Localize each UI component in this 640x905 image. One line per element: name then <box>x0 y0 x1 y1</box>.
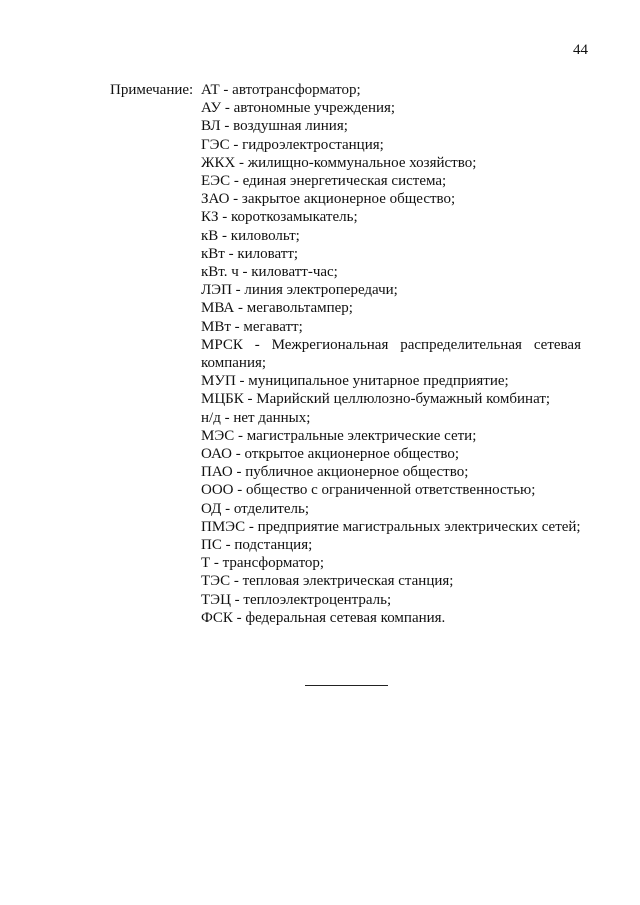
abbreviation-item: ПМЭС - предприятие магистральных электрических сетей; <box>201 518 581 535</box>
abbreviation-item: ФСК - федеральная сетевая компания. <box>201 609 446 626</box>
abbreviation-item: Т - трансформатор; <box>201 555 325 572</box>
abbreviation-item: МЭС - магистральные электрические сети; <box>201 427 477 444</box>
abbreviation-item: ПАО - публичное акционерное общество; <box>201 464 469 481</box>
abbreviation-item: МУП - муниципальное унитарное предприятие; <box>201 373 509 390</box>
abbreviation-item: АУ - автономные учреждения; <box>201 100 396 117</box>
end-divider <box>305 685 388 686</box>
page-number: 44 <box>573 42 588 58</box>
abbreviation-item: ТЭЦ - теплоэлектроцентраль; <box>201 591 392 608</box>
abbreviation-item: ОАО - открытое акционерное общество; <box>201 446 460 463</box>
abbreviation-item: МВА - мегавольтампер; <box>201 300 353 317</box>
abbreviation-item: ЛЭП - линия электропередачи; <box>201 282 398 299</box>
abbreviation-item: ОД - отделитель; <box>201 500 309 517</box>
abbreviation-item: кВт. ч - киловатт-час; <box>201 264 338 281</box>
abbreviation-item: МРСК - Межрегиональная распределительная сетевая компания; <box>201 336 581 372</box>
note-label: Примечание: <box>110 82 194 98</box>
abbreviation-item: ЗАО - закрытое акционерное общество; <box>201 191 456 208</box>
abbreviation-item: ООО - общество с ограниченной ответственностью; <box>201 482 536 499</box>
abbreviation-item: ЕЭС - единая энергетическая система; <box>201 173 447 190</box>
abbreviation-list <box>201 81 581 627</box>
abbreviation-item: ПС - подстанция; <box>201 537 313 554</box>
abbreviation-item: АТ - автотрансформатор; <box>201 82 361 98</box>
abbreviation-item: МВт - мегаватт; <box>201 318 303 335</box>
abbreviation-item: н/д - нет данных; <box>201 409 311 426</box>
abbreviation-item: кВ - киловольт; <box>201 227 300 244</box>
abbreviation-item: ТЭС - тепловая электрическая станция; <box>201 573 454 590</box>
abbreviation-item: КЗ - короткозамыкатель; <box>201 209 358 226</box>
abbreviation-item: ЖКХ - жилищно-коммунальное хозяйство; <box>201 154 477 171</box>
abbreviation-item: МЦБК - Марийский целлюлозно-бумажный комбинат; <box>201 391 551 408</box>
abbreviation-item: кВт - киловатт; <box>201 245 299 262</box>
abbreviation-item: ВЛ - воздушная линия; <box>201 118 348 135</box>
abbreviation-item: ГЭС - гидроэлектростанция; <box>201 136 384 153</box>
